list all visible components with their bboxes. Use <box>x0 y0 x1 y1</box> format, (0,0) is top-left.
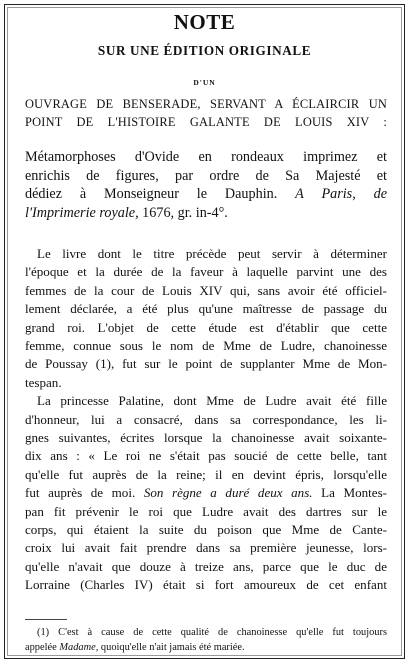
page-title: NOTE <box>173 10 236 34</box>
edition-place: A Paris, de <box>295 186 387 203</box>
edition-line: enrichis de figures, par ordre de Sa Majesté et <box>25 167 387 184</box>
body-line: qu'elle n'avait que douze à treize ans, parce que le duc de <box>25 558 387 574</box>
page-subtitle: SUR UNE ÉDITION ORIGINALE <box>97 43 312 58</box>
body-line: corps, qui étaient la suite du poison que Mme de Cante- <box>25 522 387 537</box>
edition-date-format: 1676, gr. in-4°. <box>142 204 228 221</box>
footnote-italic: Madame, <box>59 642 99 654</box>
body-line: l'époque et la durée de la faveur à laquelle parvint une des <box>25 264 387 280</box>
body-text: fut auprès de moi. <box>25 485 136 501</box>
body-text: La Montes- <box>321 485 388 501</box>
footnote-text: quoiqu'elle n'ait jamais été mariée. <box>100 642 245 654</box>
body-line: lement déclarée, a été plus qu'une maîtresse de passage du <box>25 301 387 317</box>
body-quote-italic: Son règne a duré deux ans. <box>143 485 313 501</box>
edition-line <box>25 185 387 204</box>
work-title-line: POINT DE L'HISTOIRE GALANTE DE LOUIS XIV : <box>25 115 387 129</box>
body-line: pan fit prévenir le roi que Ludre avait des dartres sur le <box>25 503 387 519</box>
body-line <box>25 484 387 502</box>
edition-text: dédiez à Monseigneur le Dauphin. <box>25 186 278 203</box>
body-line: Le livre dont le titre précède peut servir à déterminer <box>37 246 387 261</box>
document-page <box>4 4 405 659</box>
edition-line: Métamorphoses d'Ovide en rondeaux imprimez et <box>25 149 387 165</box>
body-line: de Poussay (1), fut sur le point de supplanter Mme de Mon- <box>25 356 387 372</box>
connector-word: D'UN <box>193 78 216 87</box>
body-line: grand roi. L'objet de cette étude est d'établir que cette <box>25 319 387 335</box>
body-line: dix ans : « Le roi ne s'était pas soucié de cette belle, tant <box>25 448 387 464</box>
body-line: croix lui avait fait prendre dans sa première jeunesse, lors- <box>25 540 387 556</box>
edition-line <box>25 204 387 223</box>
edition-printer: l'Imprimerie royale, <box>25 204 139 221</box>
footnote-line <box>25 640 387 655</box>
body-line: La princesse Palatine, dont Mme de Ludre avait été fille <box>37 393 387 409</box>
body-line: tespan. <box>25 374 62 390</box>
work-title-line: OUVRAGE DE BENSERADE, SERVANT A ÉCLAIRCIR UN <box>25 97 387 111</box>
footnote-line: (1) C'est à cause de cette qualité de chanoinesse qu'elle fut toujours <box>37 627 387 638</box>
body-line: qu'elle fut auprès de la reine; il en devint épris, lorsqu'elle <box>25 466 387 482</box>
body-line: femmes de la cour de Louis XIV qui, sans avoir été officiel- <box>25 282 387 298</box>
body-line: gnes suivantes, écrites lorsque la chanoinesse avait soixante- <box>25 430 387 445</box>
footnote-text: appelée <box>25 642 57 654</box>
body-line: d'honneur, lui a consacré, dans sa correspondance, les li- <box>25 411 387 427</box>
footnote-divider <box>25 619 67 620</box>
body-line: Lorraine (Charles IV) était si fort amoureux de cet enfant <box>25 577 387 593</box>
body-line: femme, connue sous le nom de Mme de Ludre, chanoinesse <box>25 338 387 353</box>
